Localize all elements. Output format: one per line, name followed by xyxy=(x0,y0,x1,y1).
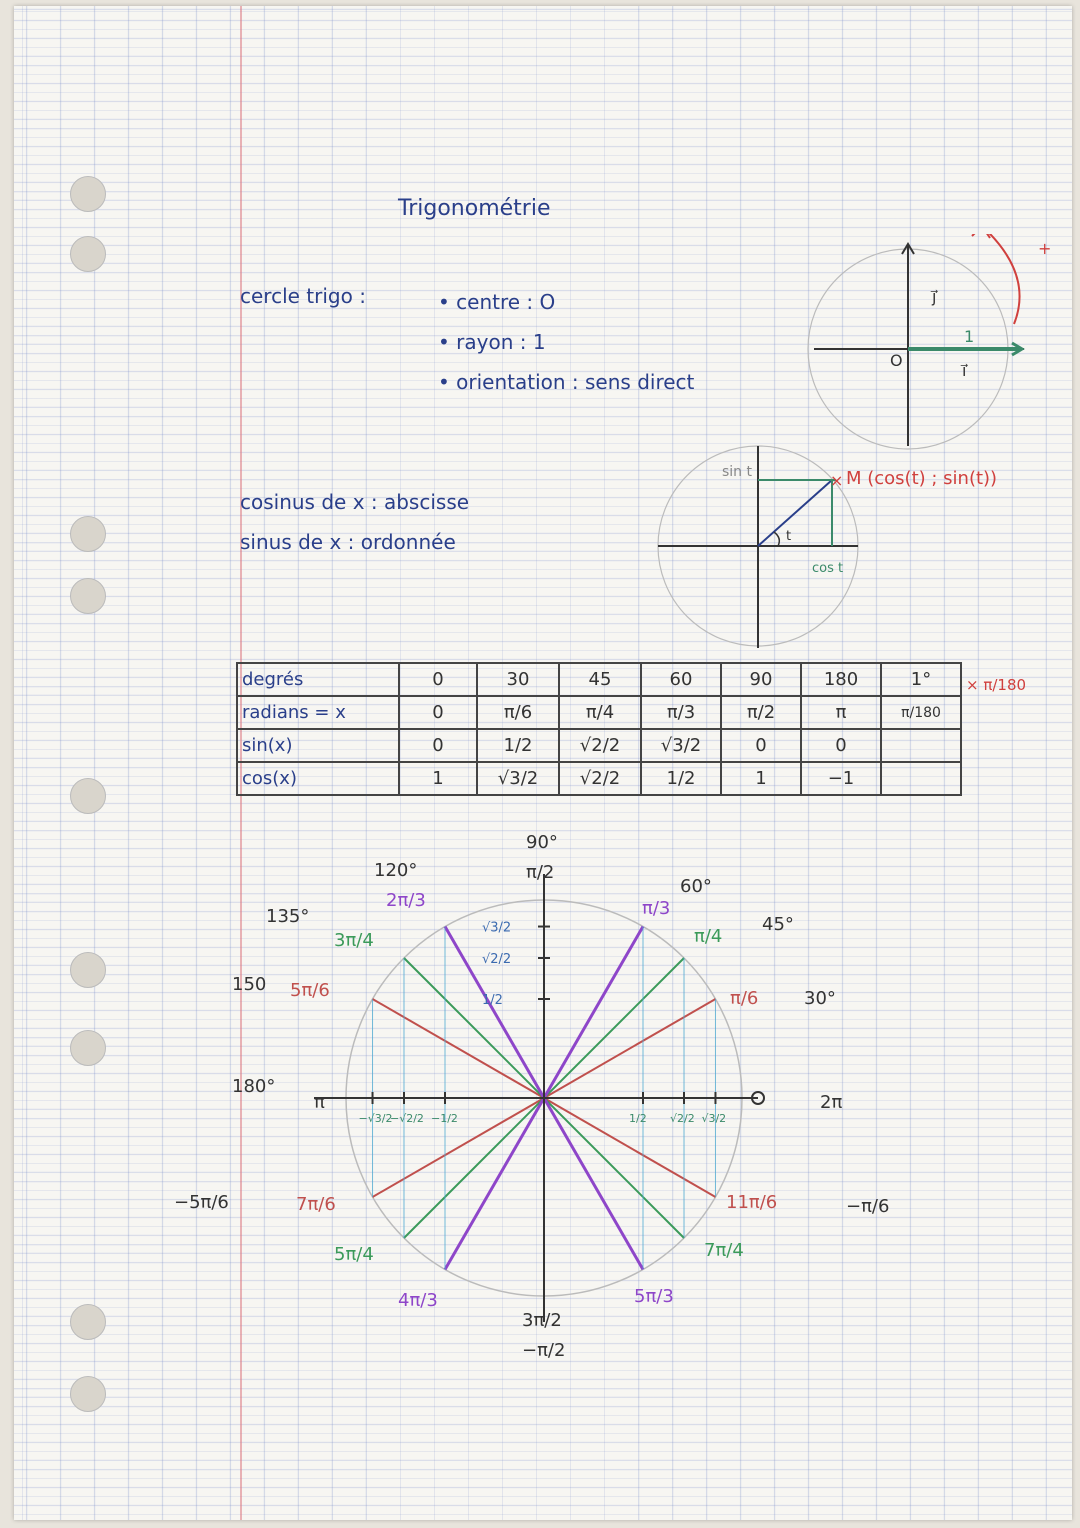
origin-label: O xyxy=(890,351,903,370)
row-header: sin(x) xyxy=(237,729,399,762)
table-cell: √3/2 xyxy=(641,729,721,762)
angle-label: π/6 xyxy=(730,988,759,1009)
i-label: i⃗ xyxy=(962,361,967,380)
table-cell: 0 xyxy=(399,696,477,729)
table-cell: 1/2 xyxy=(477,729,559,762)
table-cell: π/4 xyxy=(559,696,641,729)
table-cell: 1 xyxy=(399,762,477,795)
binder-hole xyxy=(70,176,106,212)
angle-label: 7π/6 xyxy=(296,1194,336,1215)
conversion-note: × π/180 xyxy=(966,676,1027,694)
angle-label: 120° xyxy=(374,860,418,881)
angle-label: −π/2 xyxy=(522,1340,566,1361)
angle-label: 4π/3 xyxy=(398,1290,438,1311)
angle-label: 60° xyxy=(680,876,712,897)
table-cell: 1° xyxy=(881,663,961,696)
table-row xyxy=(237,696,961,729)
angle-label: 5π/4 xyxy=(334,1244,374,1265)
table-cell: 0 xyxy=(399,663,477,696)
x-tick-label: −1/2 xyxy=(431,1112,458,1125)
angle-label: 11π/6 xyxy=(726,1192,778,1213)
cos-sin-diagram xyxy=(644,442,1064,652)
plus-sign: + xyxy=(1038,239,1052,258)
table-cell: π xyxy=(801,696,881,729)
angle-label: 150 xyxy=(232,974,267,995)
angle-label: 5π/3 xyxy=(634,1286,674,1307)
table-cell: √3/2 xyxy=(477,762,559,795)
table-cell: 180 xyxy=(801,663,881,696)
table-cell: √2/2 xyxy=(559,762,641,795)
table-cell: 0 xyxy=(721,729,801,762)
angle-label: π/2 xyxy=(526,862,555,883)
y-tick-label: √3/2 xyxy=(482,920,512,936)
x-tick-label: √3/2 xyxy=(701,1112,727,1125)
row-header: radians = x xyxy=(237,696,399,729)
row-header: degrés xyxy=(237,663,399,696)
x-tick-label: −√2/2 xyxy=(389,1112,424,1125)
angle-label: 30° xyxy=(804,988,836,1009)
cercle-trigo-label: cercle trigo : xyxy=(240,284,366,308)
table-cell: π/2 xyxy=(721,696,801,729)
table-cell: 0 xyxy=(801,729,881,762)
angle-label: −π/6 xyxy=(846,1196,890,1217)
point-m-marker: × xyxy=(830,471,844,490)
x-tick-label: 1/2 xyxy=(629,1112,647,1125)
angle-label: 45° xyxy=(762,914,794,935)
property-orientation: • orientation : sens direct xyxy=(438,370,695,394)
table-cell: π/6 xyxy=(477,696,559,729)
table-row xyxy=(237,762,961,795)
j-label: j⃗ xyxy=(932,287,937,306)
trig-values-table xyxy=(236,662,962,796)
sinus-definition: sinus de x : ordonnée xyxy=(240,530,456,554)
table-cell: 60 xyxy=(641,663,721,696)
angle-label: 180° xyxy=(232,1076,276,1097)
angle-label: 3π/4 xyxy=(334,930,374,951)
angle-label: 7π/4 xyxy=(704,1240,744,1261)
table-cell: 1/2 xyxy=(641,762,721,795)
angle-label: 5π/6 xyxy=(290,980,330,1001)
binder-hole xyxy=(70,578,106,614)
y-tick-label: 1/2 xyxy=(482,993,503,1008)
binder-hole xyxy=(70,236,106,272)
angle-label: π xyxy=(314,1092,325,1113)
table-row xyxy=(237,729,961,762)
table-cell: √2/2 xyxy=(559,729,641,762)
angle-label: 2π xyxy=(820,1092,843,1113)
angle-arc xyxy=(774,532,779,546)
angle-label: −5π/6 xyxy=(174,1192,229,1213)
angle-label: 90° xyxy=(526,832,558,853)
angle-label: 3π/2 xyxy=(522,1310,562,1331)
table-row xyxy=(237,663,961,696)
angle-label: π/4 xyxy=(694,926,723,947)
angle-t-label: t xyxy=(786,529,792,544)
orientation-arrow xyxy=(972,234,990,238)
cosinus-definition: cosinus de x : abscisse xyxy=(240,490,470,514)
table-cell: 30 xyxy=(477,663,559,696)
angle-labels xyxy=(174,832,889,1361)
x-tick-label: √2/2 xyxy=(670,1112,695,1125)
row-header: cos(x) xyxy=(237,762,399,795)
angle-label: π/3 xyxy=(642,898,671,919)
point-m-label: M (cos(t) ; sin(t)) xyxy=(846,468,998,489)
binder-hole xyxy=(70,778,106,814)
binder-hole xyxy=(70,516,106,552)
unit-vectors-diagram xyxy=(794,234,1074,464)
property-centre: • centre : O xyxy=(438,290,556,314)
angle-label: 2π/3 xyxy=(386,890,426,911)
sin-t-label: sin t xyxy=(722,464,752,480)
unit-circle-diagram xyxy=(14,826,1072,1386)
table-cell: 0 xyxy=(399,729,477,762)
table-cell: 45 xyxy=(559,663,641,696)
table-cell: π/180 xyxy=(881,696,961,729)
property-rayon: • rayon : 1 xyxy=(438,330,546,354)
unit-label: 1 xyxy=(964,327,975,346)
table-cell: 90 xyxy=(721,663,801,696)
cos-t-label: cos t xyxy=(812,561,844,576)
page-title: Trigonométrie xyxy=(398,196,551,221)
table-cell xyxy=(881,729,961,762)
y-tick-label: √2/2 xyxy=(482,951,512,967)
radius-line xyxy=(758,480,832,546)
table-cell: π/3 xyxy=(641,696,721,729)
notebook-sheet xyxy=(14,6,1072,1520)
table-cell: −1 xyxy=(801,762,881,795)
table-cell xyxy=(881,762,961,795)
angle-label: 135° xyxy=(266,906,310,927)
table-cell: 1 xyxy=(721,762,801,795)
x-tick-label: −√3/2 xyxy=(358,1112,393,1125)
